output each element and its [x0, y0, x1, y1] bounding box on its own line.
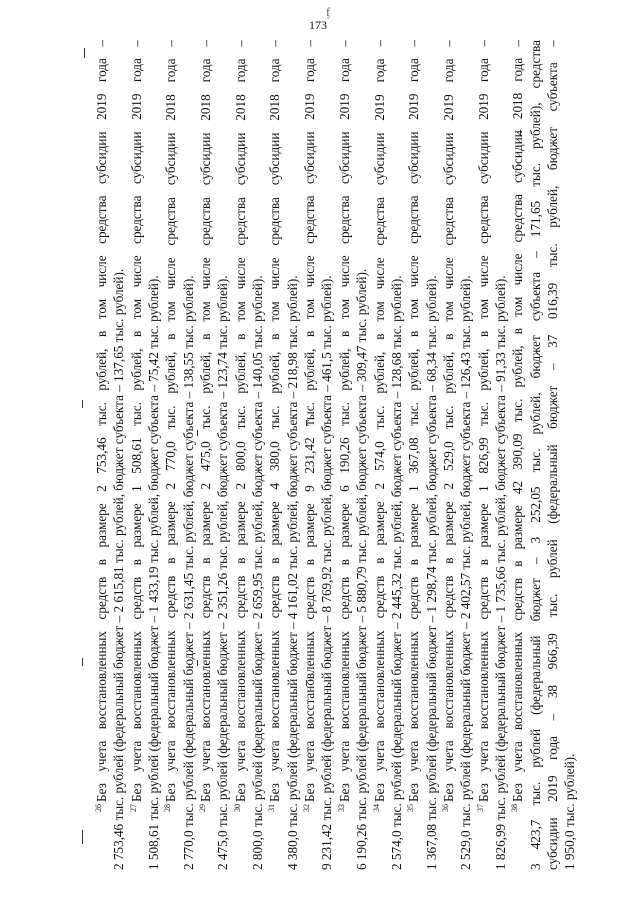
- footnote-38-line-4: 1 950,0 тыс. рублей).: [562, 753, 578, 870]
- scan-tick: [84, 48, 85, 58]
- footnote-27-line-2: 1 508,61 тыс. рублей (федеральный бюджет – 1 433,19 тыс. рублей, бюджет субъекта – 75,42 тыс. рублей).: [146, 275, 162, 870]
- footnote-35-line-1: $^{35}$Без учета восстановленных средств в размере 1 367,08 тыс. рублей, в том числе средства субсидии 2019 года –: [406, 40, 422, 812]
- footnote-29-line-1: $^{29}$Без учета восстановленных средств в размере 2 475,0 тыс. рублей, в том числе средства субсидии 2018 года –: [198, 40, 214, 812]
- scan-tick: [82, 658, 83, 666]
- footnote-34-line-1: $^{34}$Без учета восстановленных средств в размере 2 574,0 тыс. рублей, в том числе средства субсидии 2019 года –: [371, 40, 387, 812]
- footnote-36-line-1: $^{36}$Без учета восстановленных средств в размере 2 529,0 тыс. рублей, в том числе средства субсидии 2019 года –: [440, 40, 456, 812]
- footnote-33-line-1: $^{33}$Без учета восстановленных средств в размере 6 190,26 тыс. рублей, в том числе средства субсидии 2019 года –: [336, 40, 352, 812]
- footnote-31-line-2: 4 380,0 тыс. рублей (федеральный бюджет – 4 161,02 тыс. рублей, бюджет субъекта – 218,98 тыс. рублей).: [284, 275, 300, 870]
- footnote-30-line-1: $^{30}$Без учета восстановленных средств в размере 2 800,0 тыс. рублей, в том числе средства субсидии 2018 года –: [232, 40, 248, 812]
- footnote-26-line-2: 2 753,46 тыс. рублей (федеральный бюджет – 2 615,81 тыс. рублей, бюджет субъекта – 137,65 тыс. рублей).: [111, 268, 127, 870]
- footnote-33-line-2: 6 190,26 тыс. рублей (федеральный бюджет – 5 880,79 тыс. рублей, бюджет субъекта – 309,47 тыс. рублей).: [354, 268, 370, 870]
- scan-artifact-mark: ᶂ: [326, 5, 330, 19]
- footnote-35-line-2: 1 367,08 тыс. рублей (федеральный бюджет – 1 298,74 тыс. рублей, бюджет субъекта – 68,34 тыс. рублей).: [423, 275, 439, 870]
- footnote-37-line-2: 1 826,99 тыс. рублей (федеральный бюджет – 1 735,66 тыс. рублей, бюджет субъекта – 91,33 тыс. рублей).: [492, 275, 508, 870]
- scan-tick: [82, 830, 83, 844]
- footnote-38-line-3: субсидии 2019 года – 38 966,39 тыс. рублей (федеральный бюджет – 37 016,39 тыс. рублей, бюджет субъекта –: [544, 40, 560, 870]
- footnote-36-line-2: 2 529,0 тыс. рублей (федеральный бюджет – 2 402,57 тыс. рублей, бюджет субъекта – 126,43 тыс. рублей).: [458, 275, 474, 870]
- footnote-26-line-1: $^{26}$Без учета восстановленных средств в размере 2 753,46 тыс. рублей, в том числе средства субсидии 2019 года –: [94, 40, 109, 812]
- footnote-32-line-2: 9 231,42 тыс. рублей (федеральный бюджет – 8 769,92 тыс. рублей, бюджет субъекта – 461,5 тыс. рублей).: [319, 275, 335, 870]
- footnote-38-line-1: $^{38}$Без учета восстановленных средств в размере 42 390,09 тыс. рублей, в том числе средства субсидии 2018 года –: [510, 40, 526, 812]
- footnote-30-line-2: 2 800,0 тыс. рублей (федеральный бюджет – 2 659,95 тыс. рублей, бюджет субъекта – 140,05 тыс. рублей).: [250, 275, 266, 870]
- footnote-34-line-2: 2 574,0 тыс. рублей (федеральный бюджет – 2 445,32 тыс. рублей, бюджет субъекта – 128,68 тыс. рублей).: [388, 275, 404, 870]
- footnotes-block: [93, 40, 578, 870]
- footnote-32-line-1: $^{32}$Без учета восстановленных средств в размере 9 231,42 тыс. рублей, в том числе средства субсидии 2019 года –: [302, 40, 318, 812]
- footnote-29-line-2: 2 475,0 тыс. рублей (федеральный бюджет – 2 351,26 тыс. рублей, бюджет субъекта – 123,74 тыс. рублей).: [215, 275, 231, 870]
- footnote-31-line-1: $^{31}$Без учета восстановленных средств в размере 4 380,0 тыс. рублей, в том числе средства субсидии 2018 года –: [267, 40, 283, 812]
- footnote-38-line-2: 3 423,7 тыс. рублей (федеральный бюджет – 3 252,05 тыс. рублей, бюджет субъекта – 171,65 тыс. рублей), средства: [527, 40, 543, 870]
- footnote-27-line-1: $^{27}$Без учета восстановленных средств в размере 1 508,61 тыс. рублей, в том числе средства субсидии 2019 года –: [128, 40, 144, 812]
- page-number: 173: [309, 18, 327, 32]
- scan-tick: [82, 400, 83, 408]
- footnote-28-line-1: $^{28}$Без учета восстановленных средств в размере 2 770,0 тыс. рублей, в том числе средства субсидии 2018 года –: [163, 40, 179, 812]
- footnote-28-line-2: 2 770,0 тыс. рублей (федеральный бюджет – 2 631,45 тыс. рублей, бюджет субъекта – 138,55 тыс. рублей).: [180, 275, 196, 870]
- footnote-37-line-1: $^{37}$Без учета восстановленных средств в размере 1 826,99 тыс. рублей, в том числе средства субсидии 2019 года –: [475, 40, 491, 812]
